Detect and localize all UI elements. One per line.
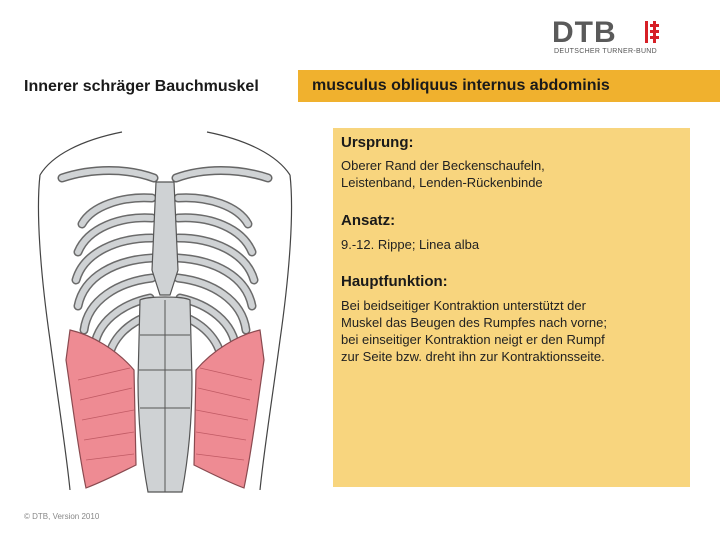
logo-name: DTB (552, 16, 617, 49)
internal-oblique-right (194, 330, 264, 488)
internal-oblique-left (66, 330, 136, 488)
dtb-logo (548, 14, 688, 58)
muscle-info-panel (333, 127, 690, 487)
origin-heading: Ursprung: (341, 134, 414, 151)
function-heading: Hauptfunktion: (341, 273, 448, 290)
sternum (152, 182, 178, 295)
torso-anatomy-illustration (22, 120, 307, 495)
insertion-heading: Ansatz: (341, 212, 396, 229)
logo-subtitle: DEUTSCHER TURNER-BUND (554, 48, 658, 55)
function-text: Bei beidseitiger Kontraktion unterstützt der Muskel das Beugen des Rumpfes nach vorne; bei einseitiger Kontraktion neigt er den Rumpf zur Seite bzw. dreht ihn zur Kontraktionsseite. (341, 298, 607, 364)
latin-title-bar (298, 70, 720, 102)
copyright-footer: © DTB, Version 2010 (24, 512, 100, 521)
dtb-emblem-icon (644, 20, 660, 44)
muscle-name-german: Innerer schräger Bauchmuskel (24, 78, 259, 95)
muscle-name-latin: musculus obliquus internus abdominis (312, 77, 610, 94)
origin-text: Oberer Rand der Beckenschaufeln, Leistenband, Lenden-Rückenbinde (341, 158, 545, 190)
insertion-text: 9.-12. Rippe; Linea alba (341, 237, 480, 252)
